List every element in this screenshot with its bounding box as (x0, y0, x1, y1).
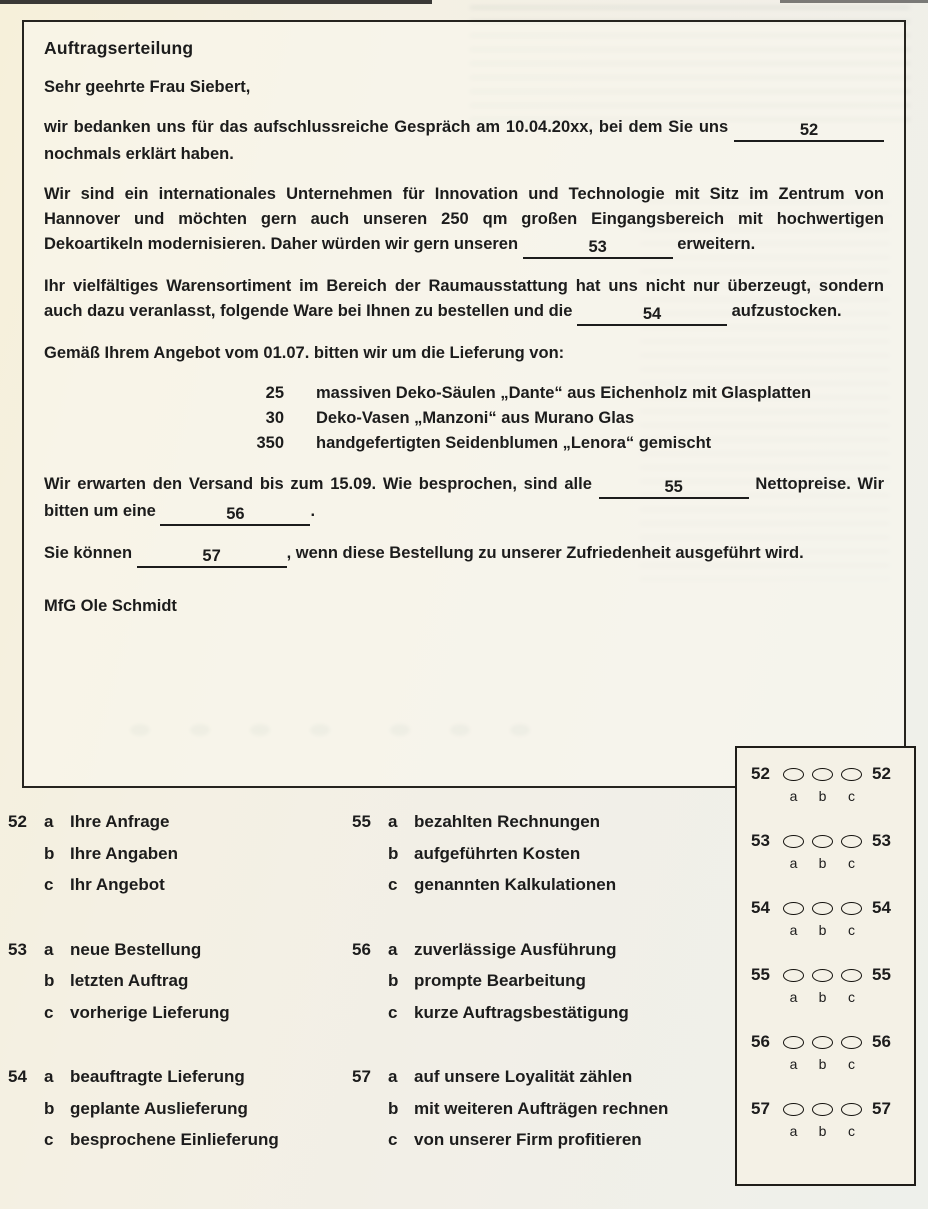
answer-letter: b (818, 1123, 827, 1139)
answer-number: 56 (751, 1032, 770, 1051)
answer-letter: c (848, 788, 855, 804)
answer-letter: a (789, 855, 798, 871)
gap-54 (577, 305, 727, 326)
letter-paragraph (44, 274, 884, 326)
option-letter: b (388, 843, 399, 863)
answer-bubble-row (751, 829, 906, 853)
gap-56 (160, 505, 310, 526)
order-quantity: 25 (265, 384, 284, 402)
answer-bubble-57-a[interactable] (783, 1103, 804, 1116)
answer-number: 57 (872, 1099, 891, 1118)
letter-title: Auftragserteilung (44, 38, 194, 58)
answer-bubble-row (751, 963, 906, 987)
letter-text: Sehr geehrte Frau Siebert, (44, 78, 251, 96)
gap-53 (523, 238, 673, 259)
option-text: vorherige Lieferung (70, 1002, 230, 1022)
question-group-55 (352, 806, 732, 901)
letter-text: erweitern. (672, 235, 756, 253)
answer-number: 55 (872, 965, 891, 984)
question-number (352, 997, 388, 1029)
option-row (8, 869, 352, 901)
answer-letter-row (783, 988, 906, 1008)
answer-letter: c (848, 989, 855, 1005)
answer-bubble-56-b[interactable] (812, 1036, 833, 1049)
letter-paragraph (44, 472, 884, 526)
option-row (352, 1093, 732, 1125)
option-text: von unserer Firm profitieren (414, 1130, 642, 1149)
option-letter: b (388, 1098, 399, 1118)
option-letter: a (388, 1067, 398, 1086)
letter-text: wir bedanken uns für das aufschlussreiche Gespräch am 10.04.20xx, bei dem Sie uns (44, 118, 734, 136)
question-number: 52 (8, 812, 27, 831)
answer-sheet-rows (751, 762, 906, 1142)
question-number (8, 1093, 44, 1125)
order-description: Deko-Vasen „Manzoni“ aus Murano Glas (316, 409, 635, 427)
option-letter: c (388, 1130, 398, 1149)
answer-letter: b (818, 989, 827, 1005)
answer-row-52 (751, 762, 906, 807)
option-letter: b (44, 843, 55, 863)
answer-number: 53 (872, 831, 891, 850)
answer-letter: c (848, 1123, 855, 1139)
letter-body (44, 75, 884, 619)
answer-letter-row (783, 854, 906, 874)
question-number (352, 965, 388, 997)
answer-bubble-row (751, 896, 906, 920)
option-letter: b (388, 971, 399, 990)
letter-text: Ihr vielfältiges Warensortiment im Bereich der Raumausstattung hat uns nicht nur überzeugt, sondern auch dazu veranlasst, folgende Ware bei Ihnen zu bestellen und die (44, 277, 884, 320)
option-text: geplante Auslieferung (70, 1098, 248, 1118)
answer-letter: c (848, 922, 855, 938)
answer-bubble-row (751, 1097, 906, 1121)
question-number: 53 (8, 939, 27, 959)
option-text: auf unsere Loyalität zählen (414, 1067, 633, 1086)
scan-cutoff-line-right (780, 0, 928, 3)
letter-text: . (310, 502, 316, 520)
question-group-53 (8, 934, 352, 1029)
answer-number: 54 (872, 898, 891, 917)
answer-number: 57 (751, 1099, 770, 1118)
answer-bubble-52-a[interactable] (783, 768, 804, 781)
option-letter: c (44, 875, 54, 894)
question-number (352, 838, 388, 870)
answer-number: 54 (751, 898, 770, 917)
answer-bubble-52-b[interactable] (812, 768, 833, 781)
option-letter: a (44, 812, 54, 831)
option-text: beauftragte Lieferung (70, 1067, 245, 1086)
option-text: Ihre Anfrage (70, 812, 170, 831)
option-letter: b (44, 1098, 55, 1118)
answer-letter-row (783, 921, 906, 941)
answer-bubble-55-a[interactable] (783, 969, 804, 982)
answer-row-53 (751, 829, 906, 874)
answer-letter: a (789, 1056, 798, 1072)
gap-number: 53 (588, 238, 607, 256)
option-letter: c (388, 1002, 398, 1022)
option-letter: a (44, 939, 54, 959)
answer-letter: a (789, 788, 798, 804)
letter-paragraph (44, 182, 884, 259)
letter-text: aufzustocken. (727, 302, 842, 320)
answer-bubble-55-c[interactable] (841, 969, 862, 982)
question-number (352, 1093, 388, 1125)
answer-bubble-54-a[interactable] (783, 902, 804, 915)
answer-letter: b (818, 788, 827, 804)
option-text: Ihr Angebot (70, 875, 165, 894)
gap-number: 54 (642, 305, 662, 323)
gap-57 (137, 547, 287, 568)
option-text: prompte Bearbeitung (414, 971, 586, 990)
answer-letter: b (818, 855, 827, 871)
answer-bubble-row (751, 762, 906, 786)
letter-paragraph (44, 541, 884, 568)
letter-text: , wenn diese Bestellung zu unserer Zufriedenheit ausgeführt wird. (286, 544, 804, 562)
order-quantity: 350 (256, 434, 284, 452)
question-number: 56 (352, 939, 371, 959)
question-number (352, 1124, 388, 1156)
option-row (352, 934, 732, 966)
letter-paragraph (44, 115, 884, 167)
question-number (8, 997, 44, 1029)
answer-row-55 (751, 963, 906, 1008)
answer-number: 52 (751, 764, 770, 783)
option-letter: c (44, 1130, 54, 1149)
letter-text: Gemäß Ihrem Angebot vom 01.07. bitten wir um die Lieferung von: (44, 344, 565, 362)
answer-letter: b (818, 922, 827, 938)
option-letter: a (44, 1067, 54, 1086)
answer-letter-row (783, 1055, 906, 1075)
answer-letter: b (818, 1056, 827, 1072)
answer-bubble-56-a[interactable] (783, 1036, 804, 1049)
option-text: bezahlten Rechnungen (414, 812, 601, 831)
questions-column-right (352, 806, 732, 1189)
option-row (352, 1124, 732, 1156)
letter-text: Sie können (44, 544, 137, 562)
option-row (352, 997, 732, 1029)
option-text: Ihre Angaben (70, 843, 178, 863)
answer-bubble-52-c[interactable] (841, 768, 862, 781)
letter-paragraph (44, 341, 884, 366)
question-number (8, 838, 44, 870)
letter-box (22, 20, 906, 788)
question-number (8, 869, 44, 901)
option-text: kurze Auftragsbestätigung (414, 1002, 629, 1022)
questions-section (8, 806, 732, 1189)
answer-number: 55 (751, 965, 770, 984)
option-text: aufgeführten Kosten (414, 843, 581, 863)
answer-row-54 (751, 896, 906, 941)
letter-text: Wir erwarten den Versand bis zum 15.09. Wie besprochen, sind alle (44, 475, 599, 493)
answer-letter: c (848, 855, 855, 871)
question-number (8, 1124, 44, 1156)
order-description: handgefertigten Seidenblumen „Lenora“ gemischt (316, 434, 712, 452)
option-row (8, 1093, 352, 1125)
answer-bubble-53-c[interactable] (841, 835, 862, 848)
option-row (352, 1061, 732, 1093)
option-row (8, 1061, 352, 1093)
scan-cutoff-line-left (0, 0, 432, 4)
option-row (352, 869, 732, 901)
answer-bubble-55-b[interactable] (812, 969, 833, 982)
signoff (44, 594, 884, 619)
answer-row-56 (751, 1030, 906, 1075)
option-row (352, 965, 732, 997)
answer-number: 53 (751, 831, 770, 850)
letter-text: MfG Ole Schmidt (44, 597, 177, 615)
answer-number: 52 (872, 764, 891, 783)
answer-row-57 (751, 1097, 906, 1142)
option-text: mit weiteren Aufträgen rechnen (414, 1098, 669, 1118)
question-number: 54 (8, 1067, 27, 1086)
order-list (240, 381, 884, 456)
answer-letter: a (789, 1123, 798, 1139)
letter-text: nochmals erklärt haben. (44, 145, 234, 163)
option-letter: a (388, 939, 398, 959)
option-row (8, 965, 352, 997)
option-row (8, 838, 352, 870)
option-letter: c (388, 875, 398, 894)
order-description: massiven Deko-Säulen „Dante“ aus Eichenholz mit Glasplatten (316, 384, 812, 402)
answer-bubble-54-c[interactable] (841, 902, 862, 915)
question-number: 55 (352, 812, 371, 831)
answer-number: 56 (872, 1032, 891, 1051)
answer-letter: a (789, 922, 798, 938)
option-row (352, 806, 732, 838)
option-text: neue Bestellung (70, 939, 202, 959)
question-number (8, 965, 44, 997)
option-row (352, 838, 732, 870)
question-group-54 (8, 1061, 352, 1156)
answer-bubble-53-b[interactable] (812, 835, 833, 848)
salutation (44, 75, 884, 100)
option-text: letzten Auftrag (70, 971, 189, 990)
gap-number: 56 (226, 505, 245, 523)
option-letter: c (44, 1002, 54, 1022)
answer-bubble-57-b[interactable] (812, 1103, 833, 1116)
answer-bubble-row (751, 1030, 906, 1054)
option-text: zuverlässige Ausführung (414, 939, 617, 959)
answer-bubble-57-c[interactable] (841, 1103, 862, 1116)
gap-55 (599, 478, 749, 499)
answer-letter: a (789, 989, 798, 1005)
gap-number: 57 (202, 547, 221, 565)
option-text: genannten Kalkulationen (414, 875, 617, 894)
question-group-56 (352, 934, 732, 1029)
letter-text: Wir sind ein internationales Unternehmen für Innovation und Technologie mit Sitz im Zentrum von Hannover und möchten gern auch unseren 250 qm großen Eingangsbereich mit hochwertigen Dekoartikeln modernisieren. Daher würden wir gern unseren (44, 185, 884, 253)
question-group-57 (352, 1061, 732, 1156)
answer-sheet (735, 746, 916, 1186)
gap-number: 52 (799, 121, 819, 139)
question-group-52 (8, 806, 352, 901)
option-row (8, 1124, 352, 1156)
order-quantity: 30 (265, 409, 284, 427)
answer-bubble-56-c[interactable] (841, 1036, 862, 1049)
answer-bubble-53-a[interactable] (783, 835, 804, 848)
question-number (352, 869, 388, 901)
gap-52 (734, 121, 884, 142)
question-number: 57 (352, 1067, 371, 1086)
option-letter: b (44, 971, 55, 990)
option-row (8, 934, 352, 966)
answer-bubble-54-b[interactable] (812, 902, 833, 915)
gap-number: 55 (664, 478, 683, 496)
option-text: besprochene Einlieferung (70, 1130, 279, 1149)
questions-column-left (8, 806, 352, 1189)
option-row (8, 806, 352, 838)
letter-text: Nettopreise. Wir bitten um eine (44, 475, 884, 520)
option-letter: a (388, 812, 398, 831)
option-row (8, 997, 352, 1029)
answer-letter: c (848, 1056, 855, 1072)
answer-letter-row (783, 1122, 906, 1142)
answer-letter-row (783, 787, 906, 807)
